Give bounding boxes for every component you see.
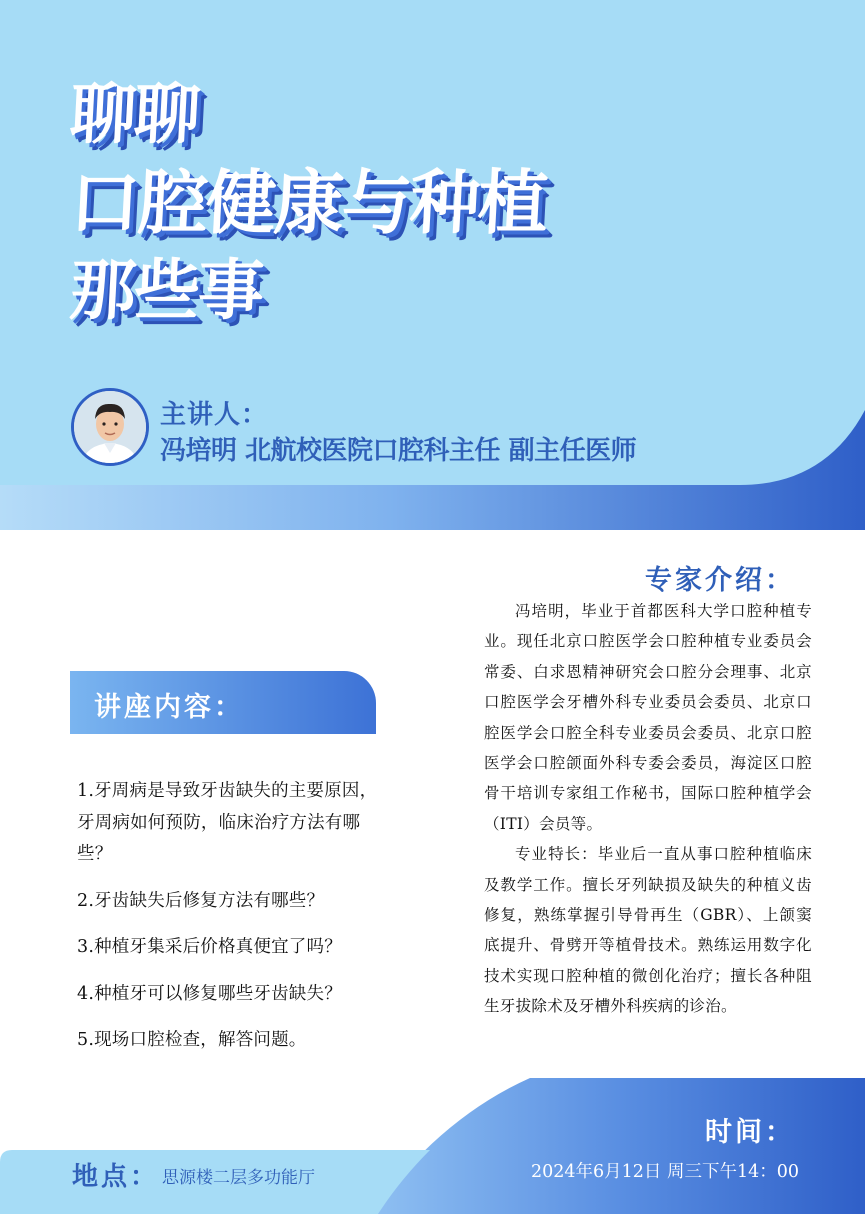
speaker-avatar xyxy=(71,388,149,466)
lecture-item: 5.现场口腔检查，解答问题。 xyxy=(77,1030,307,1050)
speaker-label: 主讲人： xyxy=(160,400,269,430)
title-line-2: 口腔健康与种植 xyxy=(67,162,549,244)
lecture-item: 4.种植牙可以修复哪些牙齿缺失？ xyxy=(77,983,342,1004)
expert-heading: 专家介绍： xyxy=(645,565,795,596)
speaker-name-title: 冯培明 北航校医院口腔科主任 副主任医师 xyxy=(160,436,637,466)
lecture-item: 3.种植牙集采后价格真便宜了吗？ xyxy=(77,937,342,957)
location-label: 地点： xyxy=(72,1162,160,1192)
lecture-item: 2.牙齿缺失后修复方法有哪些？ xyxy=(77,890,325,911)
expert-paragraph: 专业特长：毕业后一直从事口腔种植临床及教学工作。擅长牙列缺损及缺失的种植义齿修复，熟练掌握引导骨再生（GBR）、上颌窦底提升、骨劈开等植骨技术。熟练运用数字化技术实现口腔种植的微创化治疗；擅长各种阻生牙拔除术及牙槽外科疾病的诊治。 xyxy=(484,845,812,1016)
location-value: 思源楼二层多功能厅 xyxy=(162,1168,315,1188)
lecture-heading-banner xyxy=(70,671,376,734)
expert-paragraph: 冯培明，毕业于首都医科大学口腔种植专业。现任北京口腔医学会口腔种植专业委员会常委、白求恩精神研究会口腔分会理事、北京口腔医学会牙槽外科专业委员会委员、北京口腔医学会口腔全科专业委员会委员、北京口腔医学会口腔颌面外科专委会委员，海淀区口腔骨干培训专家组工作秘书，国际口腔种植学会（ITI）会员等。 xyxy=(484,602,812,833)
lecture-item: 1.牙周病是导致牙齿缺失的主要原因，牙周病如何预防，临床治疗方法有哪些？ xyxy=(77,781,378,864)
time-value: 2024年6月12日 周三下午14：00 xyxy=(530,1162,799,1182)
expert-intro xyxy=(484,596,812,1022)
title-line-1: 聊聊 xyxy=(68,76,201,153)
time-label: 时间： xyxy=(705,1117,795,1148)
title-line-3: 那些事 xyxy=(68,252,265,329)
lecture-list xyxy=(77,776,383,1072)
lecture-heading: 讲座内容： xyxy=(94,692,244,723)
speaker-portrait-icon xyxy=(74,391,146,463)
